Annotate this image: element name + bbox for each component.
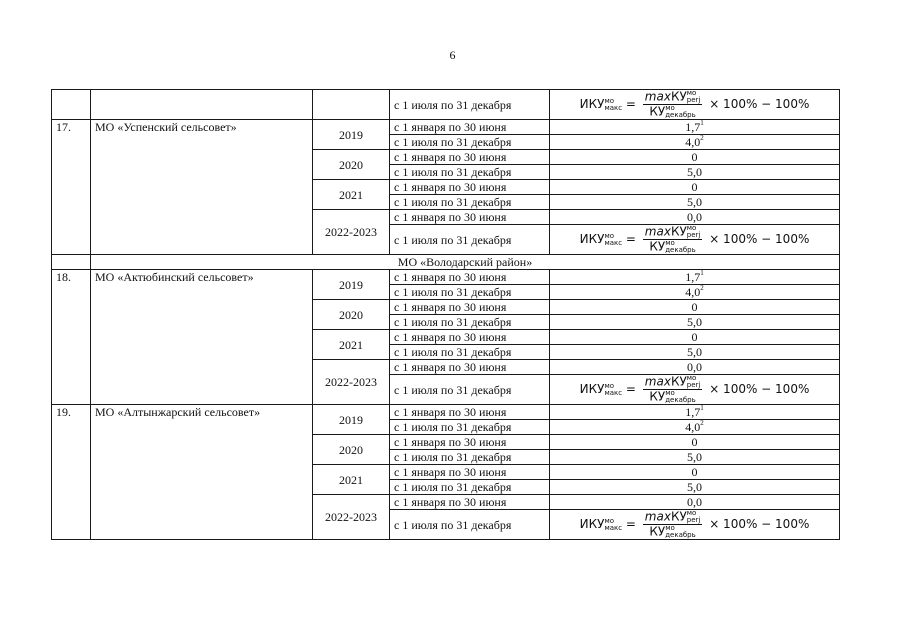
period-cell: с 1 июля по 31 декабря: [390, 345, 550, 360]
value-cell: [550, 345, 840, 360]
value-text: 1,7: [685, 120, 701, 134]
value-text: 0,0: [687, 495, 702, 509]
year-cell: 2021: [313, 465, 390, 495]
year-cell: 2022-2023: [313, 360, 390, 405]
footnote-mark: 2: [700, 134, 704, 142]
formula-cell: [550, 510, 840, 540]
year-cell: 2020: [313, 435, 390, 465]
year-cell: 2022-2023: [313, 210, 390, 255]
value-cell: [550, 135, 840, 150]
value-text: 5,0: [687, 345, 702, 359]
footnote-mark: 1: [700, 269, 704, 277]
entry-number: 18.: [52, 270, 91, 405]
value-cell: [550, 465, 840, 480]
table-row: [52, 120, 840, 135]
region-row: [52, 255, 840, 270]
value-cell: [550, 195, 840, 210]
period-cell: с 1 июля по 31 декабря: [390, 285, 550, 300]
value-text: 0: [691, 465, 698, 479]
period-cell: с 1 января по 30 июня: [390, 465, 550, 480]
table-row: [52, 270, 840, 285]
year-cell: 2021: [313, 330, 390, 360]
page-number: 6: [449, 48, 456, 62]
formula: ИКУ мо макс = maxКУ мо perj КУ мо декабрь × 100% − 100%: [579, 224, 810, 254]
value-cell: [550, 495, 840, 510]
value-text: 4,0: [685, 135, 701, 149]
value-text: 0: [691, 150, 698, 164]
entry-number: 17.: [52, 120, 91, 255]
year-cell: 2021: [313, 180, 390, 210]
value-cell: [550, 420, 840, 435]
year-cell: 2020: [313, 150, 390, 180]
value-text: 5,0: [687, 165, 702, 179]
table-row: [52, 405, 840, 420]
value-text: 0: [691, 330, 698, 344]
value-cell: [550, 315, 840, 330]
value-text: 0: [691, 300, 698, 314]
value-cell: [550, 330, 840, 345]
period-cell: с 1 июля по 31 декабря: [390, 195, 550, 210]
value-cell: [550, 180, 840, 195]
period-cell: с 1 июля по 31 декабря: [390, 510, 550, 540]
period-cell: с 1 июля по 31 декабря: [390, 420, 550, 435]
period-cell: с 1 июля по 31 декабря: [390, 450, 550, 465]
formula-cell: [550, 225, 840, 255]
period-cell: с 1 июля по 31 декабря: [390, 165, 550, 180]
value-text: 4,0: [685, 420, 701, 434]
value-text: 4,0: [685, 285, 701, 299]
period-cell: с 1 января по 30 июня: [390, 210, 550, 225]
value-text: 0: [691, 435, 698, 449]
formula: ИКУ мо макс = maxКУ мо perj КУ мо декабрь × 100% − 100%: [579, 509, 810, 539]
year-cell: 2020: [313, 300, 390, 330]
value-text: 0,0: [687, 360, 702, 374]
region-empty-cell: [52, 255, 91, 270]
value-text: 5,0: [687, 195, 702, 209]
value-cell: [550, 480, 840, 495]
value-text: 0: [691, 180, 698, 194]
period-cell: с 1 января по 30 июня: [390, 270, 550, 285]
value-cell: [550, 120, 840, 135]
period-cell: с 1 июля по 31 декабря: [390, 90, 550, 120]
value-cell: [550, 270, 840, 285]
period-cell: с 1 января по 30 июня: [390, 435, 550, 450]
footnote-mark: 2: [700, 419, 704, 427]
year-cell: 2019: [313, 120, 390, 150]
value-text: 0,0: [687, 210, 702, 224]
value-text: 1,7: [685, 270, 701, 284]
entry-name: МО «Успенский сельсовет»: [91, 120, 313, 255]
formula: ИКУ мо макс = maxКУ мо perj КУ мо декабрь × 100% − 100%: [579, 89, 810, 119]
period-cell: с 1 января по 30 июня: [390, 150, 550, 165]
value-text: 5,0: [687, 315, 702, 329]
formula: ИКУ мо макс = maxКУ мо perj КУ мо декабрь × 100% − 100%: [579, 374, 810, 404]
period-cell: с 1 июля по 31 декабря: [390, 135, 550, 150]
tariff-table: [51, 89, 840, 540]
period-cell: с 1 января по 30 июня: [390, 300, 550, 315]
formula-cell: [550, 375, 840, 405]
year-cell: 2022-2023: [313, 495, 390, 540]
value-cell: [550, 360, 840, 375]
value-cell: [550, 435, 840, 450]
entry-name: МО «Алтынжарский сельсовет»: [91, 405, 313, 540]
year-cell: 2019: [313, 405, 390, 435]
period-cell: с 1 января по 30 июня: [390, 495, 550, 510]
period-cell: с 1 января по 30 июня: [390, 180, 550, 195]
value-cell: [550, 450, 840, 465]
year-cell: 2019: [313, 270, 390, 300]
period-cell: с 1 января по 30 июня: [390, 120, 550, 135]
period-cell: с 1 января по 30 июня: [390, 330, 550, 345]
footnote-mark: 2: [700, 284, 704, 292]
footnote-mark: 1: [700, 119, 704, 127]
value-text: 5,0: [687, 480, 702, 494]
period-cell: с 1 июля по 31 декабря: [390, 225, 550, 255]
footnote-mark: 1: [700, 404, 704, 412]
period-cell: с 1 июля по 31 декабря: [390, 375, 550, 405]
region-title: МО «Володарский район»: [91, 255, 840, 270]
period-cell: с 1 января по 30 июня: [390, 360, 550, 375]
value-text: 5,0: [687, 450, 702, 464]
period-cell: с 1 июля по 31 декабря: [390, 480, 550, 495]
entry-name: МО «Актюбинский сельсовет»: [91, 270, 313, 405]
value-cell: [550, 405, 840, 420]
period-cell: с 1 июля по 31 декабря: [390, 315, 550, 330]
period-cell: с 1 января по 30 июня: [390, 405, 550, 420]
value-cell: [550, 285, 840, 300]
table-row: [52, 90, 840, 120]
value-text: 1,7: [685, 405, 701, 419]
value-cell: [550, 300, 840, 315]
entry-number: 19.: [52, 405, 91, 540]
value-cell: [550, 210, 840, 225]
formula-cell: [550, 90, 840, 120]
value-cell: [550, 150, 840, 165]
value-cell: [550, 165, 840, 180]
